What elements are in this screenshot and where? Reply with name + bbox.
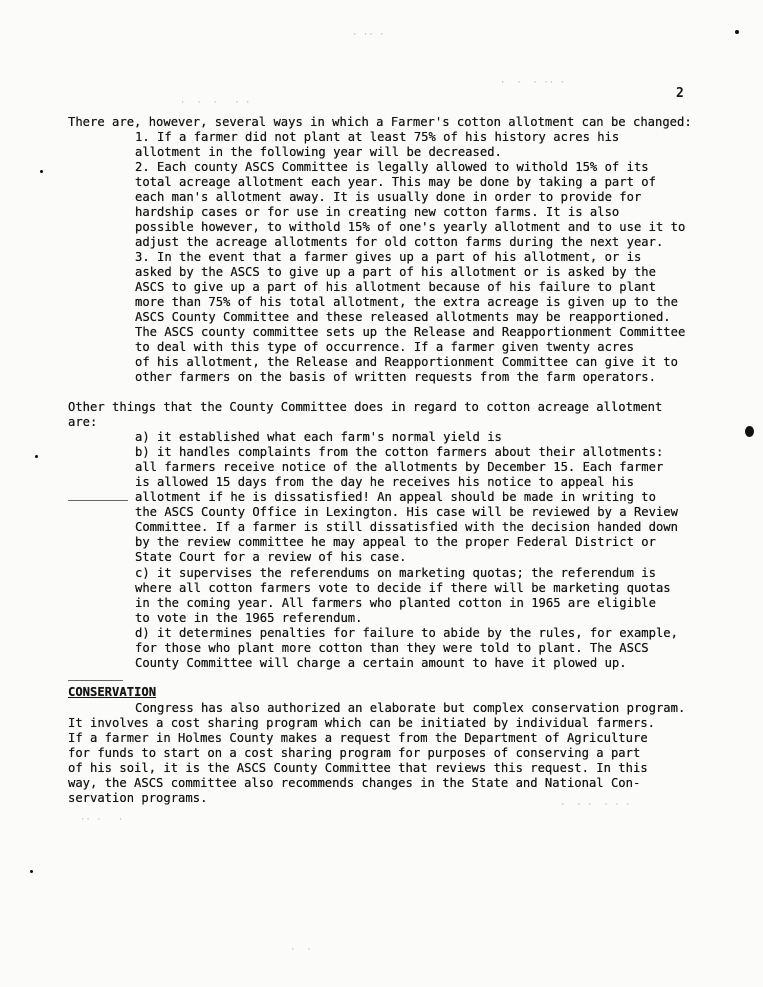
text-line: b) it handles complaints from the cotton farmers about their allotments: xyxy=(135,445,664,459)
text-line: 3. In the event that a farmer gives up a part of his allotment, or is xyxy=(135,250,642,264)
text-line: in the coming year. All farmers who planted cotton in 1965 are eligible xyxy=(135,596,656,610)
text-line: other farmers on the basis of written requests from the farm operators. xyxy=(135,370,656,384)
text-line: ASCS County Committee and these released allotments may be reapportioned. xyxy=(135,310,671,324)
text-line: possible however, to withold 15% of one's yearly allotment and to use it to xyxy=(135,220,686,234)
text-line: State Court for a review of his case. xyxy=(135,550,407,564)
text-line: allotment in the following year will be decreased. xyxy=(135,145,502,159)
margin-rule xyxy=(68,680,123,681)
text-line: all farmers receive notice of the allotments by December 15. Each farmer xyxy=(135,460,664,474)
text-line: If a farmer in Holmes County makes a request from the Department of Agriculture xyxy=(68,731,648,745)
text-line: servation programs. xyxy=(68,791,208,805)
text-line: where all cotton farmers vote to decide if there will be marketing quotas xyxy=(135,581,671,595)
text-line: more than 75% of his total allotment, the extra acreage is given up to the xyxy=(135,295,678,309)
page-number: 2 xyxy=(676,86,684,101)
text-line: for funds to start on a cost sharing program for purposes of conserving a part xyxy=(68,746,641,760)
text-line: for those who plant more cotton than they were told to plant. The ASCS xyxy=(135,641,649,655)
text-line: 1. If a farmer did not plant at least 75% of his history acres his xyxy=(135,130,620,144)
text-line: The ASCS county committee sets up the Release and Reapportionment Committee xyxy=(135,325,686,339)
text-line: Congress has also authorized an elaborate but complex conservation program. xyxy=(135,701,686,715)
text-line: to vote in the 1965 referendum. xyxy=(135,611,363,625)
text-line: Committee. If a farmer is still dissatisfied with the decision handed down xyxy=(135,520,678,534)
margin-dot xyxy=(40,170,43,173)
margin-dot xyxy=(30,870,33,873)
bleed-through-mark: · ·· · xyxy=(352,30,385,40)
text-line: each man's allotment away. It is usually done in order to provide for xyxy=(135,190,642,204)
bleed-through-mark: · · xyxy=(290,945,312,955)
bleed-through-mark: · · · · · xyxy=(180,98,251,108)
text-line: Other things that the County Committee does in regard to cotton acreage allotment xyxy=(68,400,663,414)
bleed-through-mark: ·· · · xyxy=(80,815,124,825)
margin-dot xyxy=(735,30,739,34)
text-line: c) it supervises the referendums on marketing quotas; the referendum is xyxy=(135,566,656,580)
text-line: 2. Each county ASCS Committee is legally allowed to withold 15% of its xyxy=(135,160,649,174)
text-line: There are, however, several ways in which a Farmer's cotton allotment can be changed: xyxy=(68,115,692,129)
margin-rule xyxy=(68,500,128,501)
bleed-through-mark: · · · · · · xyxy=(560,800,631,810)
margin-dot xyxy=(745,426,754,437)
text-line: are: xyxy=(68,415,98,429)
text-line: of his allotment, the Release and Reapportionment Committee can give it to xyxy=(135,355,678,369)
bleed-through-mark: · · · ·· · xyxy=(500,78,566,88)
text-line: adjust the acreage allotments for old cotton farms during the next year. xyxy=(135,235,664,249)
text-line: County Committee will charge a certain amount to have it plowed up. xyxy=(135,656,627,670)
text-line: allotment if he is dissatisfied! An appeal should be made in writing to xyxy=(135,490,656,504)
text-line: way, the ASCS committee also recommends changes in the State and National Con- xyxy=(68,776,641,790)
text-line: is allowed 15 days from the day he receives his notice to appeal his xyxy=(135,475,634,489)
text-line: a) it established what each farm's normal yield is xyxy=(135,430,502,444)
text-line: to deal with this type of occurrence. If a farmer given twenty acres xyxy=(135,340,634,354)
text-line: total acreage allotment each year. This may be done by taking a part of xyxy=(135,175,656,189)
text-line: hardship cases or for use in creating new cotton farms. It is also xyxy=(135,205,620,219)
text-line: It involves a cost sharing program which can be initiated by individual farmers. xyxy=(68,716,655,730)
text-line: of his soil, it is the ASCS County Committee that reviews this request. In this xyxy=(68,761,648,775)
margin-dot xyxy=(35,455,38,458)
text-line: the ASCS County Office in Lexington. His case will be reviewed by a Review xyxy=(135,505,678,519)
text-line: by the review committee he may appeal to the proper Federal District or xyxy=(135,535,656,549)
conservation-heading: CONSERVATION xyxy=(68,685,157,699)
text-line: ASCS to give up a part of his allotment because of his failure to plant xyxy=(135,280,656,294)
text-line: d) it determines penalties for failure to abide by the rules, for example, xyxy=(135,626,678,640)
text-line: asked by the ASCS to give up a part of his allotment or is asked by the xyxy=(135,265,656,279)
